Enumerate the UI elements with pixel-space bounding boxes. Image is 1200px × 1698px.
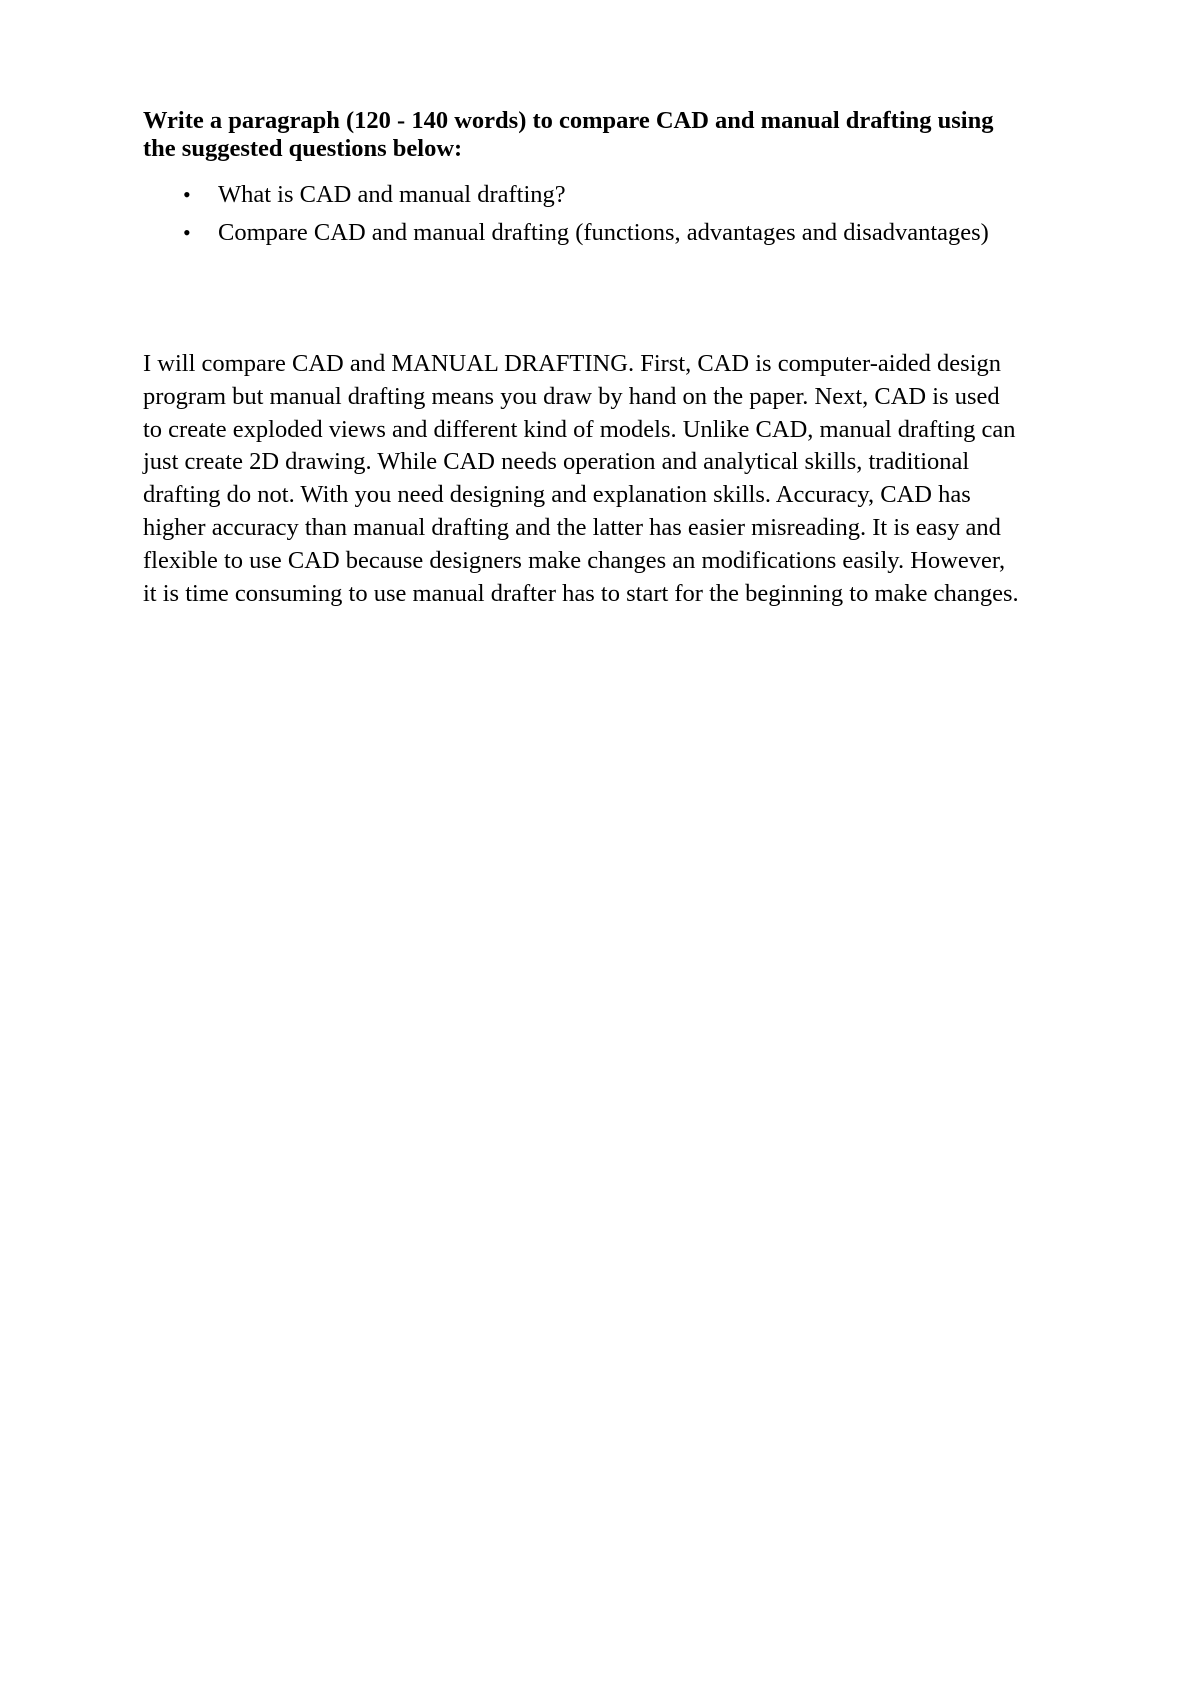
essay-line: flexible to use CAD because designers make changes an modifications easily. However, bbox=[143, 546, 1006, 574]
assignment-prompt bbox=[143, 107, 1103, 163]
essay-line: just create 2D drawing. While CAD needs operation and analytical skills, traditional bbox=[143, 448, 970, 476]
essay-line: it is time consuming to use manual drafter has to start for the beginning to make changes. bbox=[143, 579, 1019, 607]
prompt-line-1: Write a paragraph (120 - 140 words) to compare CAD and manual drafting using bbox=[143, 107, 994, 134]
bullet-icon: • bbox=[183, 220, 191, 245]
essay-line: drafting do not. With you need designing and explanation skills. Accuracy, CAD has bbox=[143, 481, 971, 509]
bullet-icon: • bbox=[183, 182, 191, 207]
essay-line: to create exploded views and different kind of models. Unlike CAD, manual drafting can bbox=[143, 415, 1016, 443]
list-item bbox=[143, 176, 1123, 214]
suggested-questions-list bbox=[143, 176, 1123, 252]
question-text: Compare CAD and manual drafting (functions, advantages and disadvantages) bbox=[218, 219, 989, 246]
list-item bbox=[143, 214, 1123, 252]
essay-line: higher accuracy than manual drafting and the latter has easier misreading. It is easy and bbox=[143, 513, 1001, 541]
essay-line: I will compare CAD and MANUAL DRAFTING. First, CAD is computer-aided design bbox=[143, 350, 1002, 377]
essay-line: program but manual drafting means you draw by hand on the paper. Next, CAD is used bbox=[143, 382, 1000, 410]
prompt-line-2: the suggested questions below: bbox=[143, 135, 463, 162]
essay-paragraph bbox=[143, 348, 1093, 610]
question-text: What is CAD and manual drafting? bbox=[218, 181, 566, 208]
